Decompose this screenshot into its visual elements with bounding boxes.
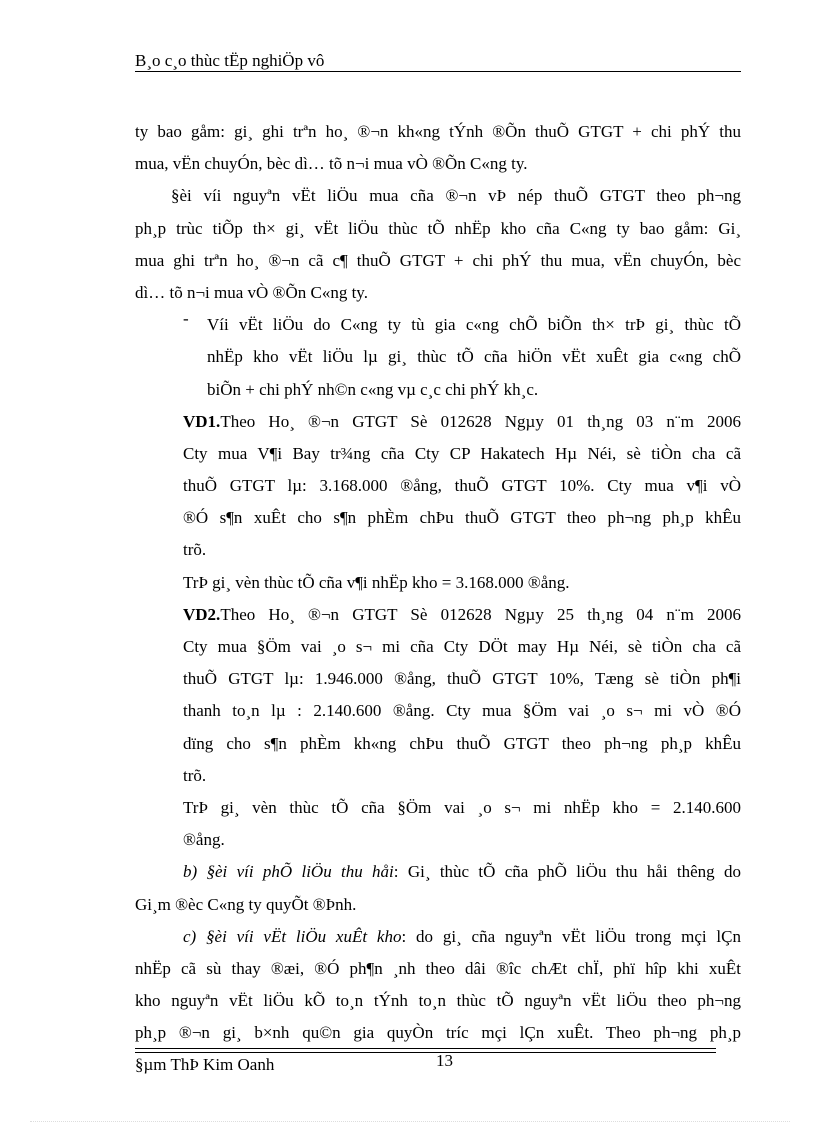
body-line: mua, vËn chuyÓn, bèc dì… tõ n¬i mua vÒ ®Õn C«ng ty. <box>135 154 528 174</box>
body-line: Cty mua §Öm vai ¸o s¬ mi cña Cty DÖt may Hµ Néi, sè tiÒn cha cã <box>183 637 741 656</box>
example-label: VD2. <box>183 604 221 624</box>
bullet-dash: - <box>183 309 189 329</box>
body-line: trõ. <box>183 540 207 560</box>
body-line: TrÞ gi¸ vèn thùc tÕ cña v¶i nhËp kho = 3.168.000 ®ång. <box>183 572 570 592</box>
example-line <box>135 599 741 631</box>
body-line: TrÞ gi¸ vèn thùc tÕ cña §Öm vai ¸o s¬ mi nhËp kho = 2.140.600 <box>183 797 741 817</box>
footer-author: §µm ThÞ Kim Oanh <box>135 1055 275 1074</box>
body-line: dì… tõ n¬i mua vÒ ®Õn C«ng ty. <box>135 282 368 302</box>
body-line: Víi vËt liÖu do C«ng ty tù gia c«ng chÕ biÕn th× trÞ gi¸ thùc tÕ <box>207 315 741 335</box>
body-line: ®Ó s¶n xuÊt cho s¶n phÈm chÞu thuÕ GTGT theo ph¬ng ph¸p khÊu <box>183 508 741 528</box>
bullet-item <box>135 309 741 341</box>
subsection-line <box>135 856 741 888</box>
example-line <box>135 406 741 438</box>
page-header-title: B¸o c¸o thùc tËp nghiÖp vô <box>135 51 325 70</box>
body-line: ph¸p trùc tiÕp th× gi¸ vËt liÖu thùc tÕ nhËp kho cña C«ng ty bao gåm: Gi¸ <box>135 218 741 238</box>
body-line: dïng cho s¶n phÈm kh«ng chÞu thuÕ GTGT theo ph¬ng ph¸p khÊu <box>183 733 741 753</box>
subsection-text: : Gi¸ thùc tÕ cña phÕ liÖu thu håi thêng do <box>393 862 741 882</box>
subsection-heading: b) §èi víi phÕ liÖu thu håi <box>183 862 394 882</box>
example-text: Theo Ho¸ ®¬n GTGT Sè 012628 Ngµy 01 th¸ng 03 n¨m 2006 <box>220 411 741 431</box>
body-line: Cty mua V¶i Bay tr¾ng cña Cty CP Hakatech Hµ Néi, sè tiÒn cha cã <box>183 443 741 463</box>
document-body <box>135 116 741 1049</box>
example-text: Theo Ho¸ ®¬n GTGT Sè 012628 Ngµy 25 th¸ng 04 n¨m 2006 <box>220 604 741 624</box>
header-divider <box>135 71 741 72</box>
body-line: ty bao gåm: gi¸ ghi trªn ho¸ ®¬n kh«ng tÝnh ®Õn thuÕ GTGT + chi phÝ thu <box>135 122 741 141</box>
body-line: biÕn + chi phÝ nh©n c«ng vµ c¸c chi phÝ kh¸c. <box>207 379 539 399</box>
example-label: VD1. <box>183 411 221 431</box>
body-line: thuÕ GTGT lµ: 3.168.000 ®ång, thuÕ GTGT 10%. Cty mua v¶i vÒ <box>183 476 741 496</box>
body-line: thanh to¸n lµ : 2.140.600 ®ång. Cty mua §Öm vai ¸o s¬ mi vÒ ®Ó <box>183 701 741 721</box>
subsection-heading: c) §èi víi vËt liÖu xuÊt kho <box>183 926 402 946</box>
body-line: kho nguyªn vËt liÖu kÕ to¸n tÝnh to¸n thùc tÕ nguyªn vËt liÖu theo ph¬ng <box>135 991 741 1011</box>
page-edge-divider <box>30 1121 790 1122</box>
footer-divider-bottom <box>135 1052 716 1053</box>
body-line: nhËp kho vËt liÖu lµ gi¸ thùc tÕ cña hiÖn vËt xuÊt gia c«ng chÕ <box>207 347 741 367</box>
body-line: Gi¸m ®èc C«ng ty quyÕt ®Þnh. <box>135 894 357 914</box>
subsection-line <box>135 921 741 953</box>
body-line: nhËp cã sù thay ®æi, ®Ó ph¶n ¸nh theo dâi ®îc chÆt chÏ, phï hîp khi xuÊt <box>135 958 741 978</box>
body-line: thuÕ GTGT lµ: 1.946.000 ®ång, thuÕ GTGT 10%, Tæng sè tiÒn ph¶i <box>183 669 741 689</box>
body-line: ®ång. <box>183 830 225 850</box>
body-line: §èi víi nguyªn vËt liÖu mua cña ®¬n vÞ nép thuÕ GTGT theo ph¬ng <box>171 186 741 206</box>
page-number: 13 <box>436 1051 453 1070</box>
subsection-text: : do gi¸ cña nguyªn vËt liÖu trong mçi lÇn <box>401 926 741 946</box>
body-line: trõ. <box>183 765 207 785</box>
body-line: ph¸p ®¬n gi¸ b×nh qu©n gia quyÒn tríc mçi lÇn xuÊt. Theo ph¬ng ph¸p <box>135 1023 741 1043</box>
body-line: mua ghi trªn ho¸ ®¬n cã c¶ thuÕ GTGT + chi phÝ thu mua, vËn chuyÓn, bèc <box>135 250 741 270</box>
footer-divider-top <box>135 1048 716 1049</box>
